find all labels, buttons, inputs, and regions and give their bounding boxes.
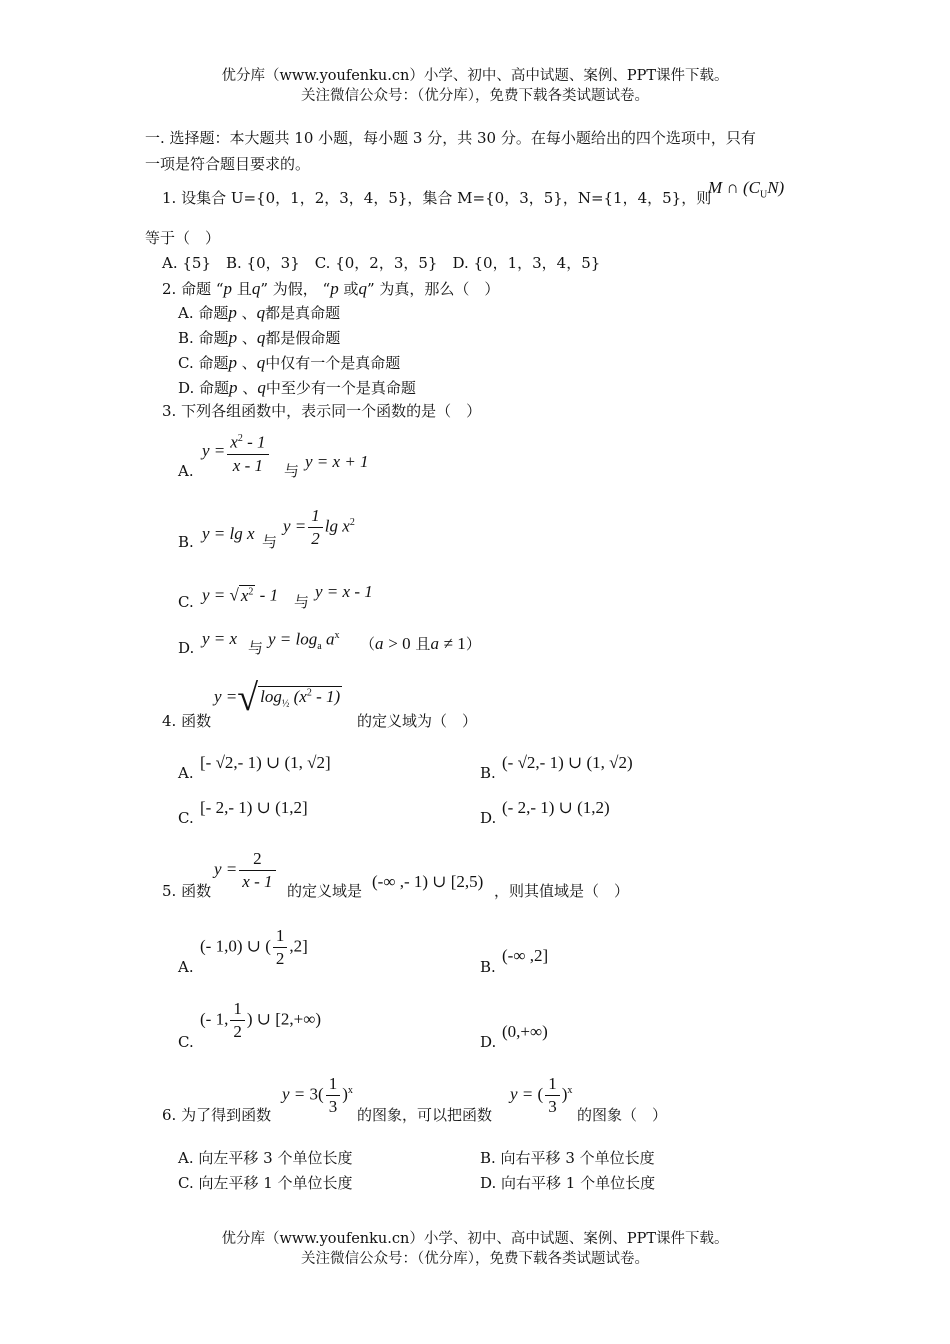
- q6-option-d: D. 向右平移 1 个单位长度: [480, 1174, 656, 1192]
- q3-d-formula: y = x: [202, 629, 238, 648]
- q3-a-with: 与: [284, 462, 300, 480]
- q4-b-expr: (- √2,- 1) ∪ (1, √2): [502, 753, 633, 772]
- header-line-2: 关注微信公众号：（优分库），免费下载各类试题试卷。: [301, 88, 649, 104]
- q5-mid: 的定义域是: [287, 882, 363, 900]
- q4-formula: y =√ $\log_{\frac{1}{2}} (x^2 - 1)$: [214, 677, 341, 719]
- q3-b-formula-2: y = $\frac{1}{2}$ $\lg x^2$: [283, 506, 355, 548]
- q5-a-expr: (- 1,0) ∪ ( $\frac{1}{2}$ ,2]: [200, 926, 308, 968]
- q3-a-formula-2: y = x + 1: [305, 452, 369, 471]
- q3-stem: 3. 下列各组函数中，表示同一个函数的是（ ）: [162, 402, 482, 420]
- q5-b-label: B.: [480, 958, 496, 976]
- q3-b-label: B.: [178, 533, 194, 551]
- q5-tail: ，则其值域是（ ）: [494, 882, 630, 900]
- footer-line-2: 关注微信公众号：（优分库），免费下载各类试题试卷。: [301, 1251, 649, 1267]
- q4-a-expr: [- √2,- 1) ∪ (1, √2]: [200, 753, 331, 772]
- q2-option-c: C. 命题p 、q中仅有一个是真命题: [178, 353, 401, 372]
- q6-option-c: C. 向左平移 1 个单位长度: [178, 1174, 353, 1192]
- q3-c-with: 与: [294, 593, 310, 611]
- q4-tail: 的定义域为（ ）: [357, 712, 478, 730]
- q6-label: 6. 为了得到函数: [162, 1106, 272, 1124]
- q3-b-with: 与: [262, 533, 278, 551]
- q6-mid: 的图象，可以把函数: [357, 1106, 493, 1124]
- section-instructions-line-1: 一. 选择题：本大题共 10 小题，每小题 3 分，共 30 分。在每小题给出的四个选项中，只有: [145, 129, 756, 147]
- q6-tail: 的图象（ ）: [577, 1106, 668, 1124]
- q1-options: A. {5} B. {0，3} C. {0，2，3，5} D. {0，1，3，4，5}: [162, 254, 601, 272]
- q4-d-expr: (- 2,- 1) ∪ (1,2): [502, 798, 610, 817]
- q6-formula-1: y = 3( $\frac{1}{3}$ )$^x$: [282, 1074, 353, 1116]
- q1-stem: 1. 设集合 U={0，1，2，3，4，5}，集合 M={0，3，5}，N={1，4，5}，则: [162, 189, 712, 207]
- q2-stem: 2. 命题 “p 且q” 为假， “p 或q” 为真，那么（ ）: [162, 279, 500, 298]
- q6-formula-2: y = ( $\frac{1}{3}$ )$^x$: [510, 1074, 573, 1116]
- q5-formula: y = $\frac{2}{x - 1}$: [214, 848, 278, 893]
- q3-c-formula: y = √ $x^2 - 1$: [202, 585, 279, 605]
- header-line-1: 优分库（www.youfenku.cn）小学、初中、高中试题、案例、PPT课件下载。: [221, 68, 729, 84]
- q3-d-label: D.: [178, 639, 195, 657]
- q3-c-formula-2: y = x - 1: [315, 582, 373, 601]
- footer-line-1: 优分库（www.youfenku.cn）小学、初中、高中试题、案例、PPT课件下载。: [221, 1231, 729, 1247]
- q3-c-label: C.: [178, 593, 194, 611]
- q4-a-label: A.: [178, 764, 194, 782]
- q3-b-formula: y = lg x: [202, 524, 255, 543]
- q3-a-label: A.: [178, 462, 194, 480]
- q3-d-condition: （a > 0 且a ≠ 1）: [360, 634, 481, 653]
- q2-option-a: A. 命题p 、q都是真命题: [178, 303, 341, 322]
- q4-d-label: D.: [480, 809, 497, 827]
- q3-a-formula: y = $\frac{x^2 - 1}{x - 1}$: [202, 428, 271, 477]
- q4-label: 4. 函数: [162, 712, 212, 730]
- q5-d-expr: (0,+∞): [502, 1022, 548, 1041]
- q5-c-expr: (- 1, $\frac{1}{2}$ ) ∪ [2,+∞): [200, 999, 322, 1041]
- q5-domain: (-∞ ,- 1) ∪ [2,5): [372, 872, 484, 891]
- q6-option-a: A. 向左平移 3 个单位长度: [178, 1149, 353, 1167]
- section-instructions-line-2: 一项是符合题目要求的。: [145, 155, 311, 173]
- q5-a-label: A.: [178, 958, 194, 976]
- q1-expression: M ∩ $(C_UN)$: [708, 178, 785, 201]
- q3-d-formula-2: $y = \log_a a^x$: [268, 629, 340, 653]
- q5-label: 5. 函数: [162, 882, 212, 900]
- q4-c-label: C.: [178, 809, 194, 827]
- q4-c-expr: [- 2,- 1) ∪ (1,2]: [200, 798, 308, 817]
- q2-option-b: B. 命题p 、q都是假命题: [178, 328, 341, 347]
- q2-option-d: D. 命题p 、q中至少有一个是真命题: [178, 378, 416, 397]
- q4-b-label: B.: [480, 764, 496, 782]
- q6-option-b: B. 向右平移 3 个单位长度: [480, 1149, 655, 1167]
- q3-d-with: 与: [248, 639, 264, 657]
- q1-tail: 等于（ ）: [145, 229, 221, 247]
- q5-b-expr: (-∞ ,2]: [502, 946, 549, 965]
- q5-d-label: D.: [480, 1033, 497, 1051]
- q5-c-label: C.: [178, 1033, 194, 1051]
